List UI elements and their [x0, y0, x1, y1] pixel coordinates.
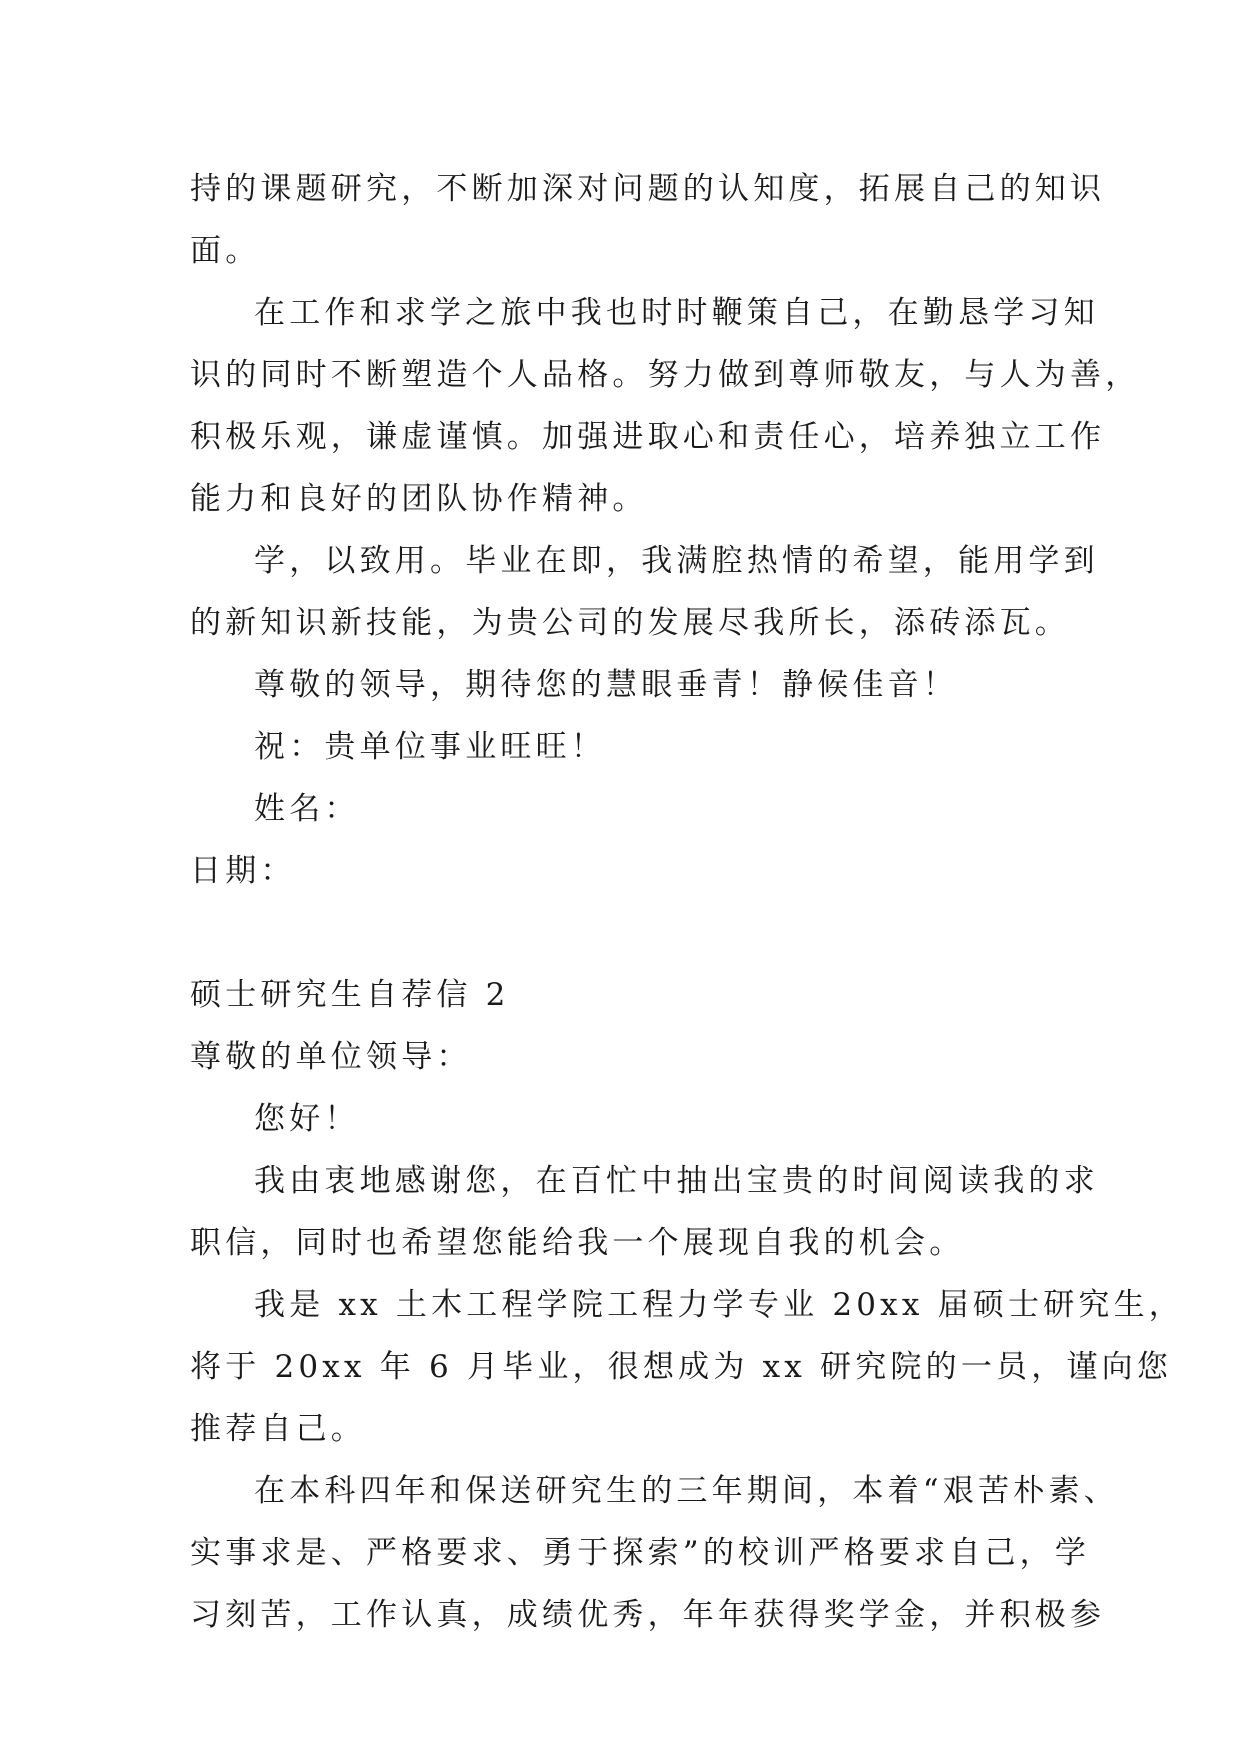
document-page [190, 158, 1184, 1646]
signature-name-label: 姓名： [254, 791, 360, 827]
text-line: 面。 [190, 233, 261, 269]
text-line: 职信，同时也希望您能给我一个展现自我的机会。 [190, 1225, 965, 1261]
text-line: 我是 xx 土木工程学院工程力学专业 20xx 届硕士研究生， [254, 1287, 1184, 1323]
text-line: 的新知识新技能，为贵公司的发展尽我所长，添砖添瓦。 [190, 605, 1070, 641]
text-line: 学，以致用。毕业在即，我满腔热情的希望，能用学到 [254, 543, 1099, 579]
text-line: 将于 20xx 年 6 月毕业，很想成为 xx 研究院的一员，谨向您 [190, 1349, 1173, 1385]
salutation: 尊敬的单位领导： [190, 1039, 472, 1075]
text-line: 实事求是、严格要求、勇于探索”的校训严格要求自己，学 [190, 1535, 1091, 1571]
text-line: 能力和良好的团队协作精神。 [190, 481, 648, 517]
text-line: 在本科四年和保送研究生的三年期间，本着“艰苦朴素、 [254, 1473, 1119, 1509]
text-line: 在工作和求学之旅中我也时时鞭策自己，在勤恳学习知 [254, 295, 1099, 331]
text-line: 祝：贵单位事业旺旺！ [254, 729, 606, 765]
text-line: 持的课题研究，不断加深对问题的认知度，拓展自己的知识 [190, 171, 1106, 207]
text-line: 识的同时不断塑造个人品格。努力做到尊师敬友，与人为善， [190, 357, 1141, 393]
section-title: 硕士研究生自荐信 2 [190, 977, 510, 1013]
text-line: 积极乐观，谦虚谨慎。加强进取心和责任心，培养独立工作 [190, 419, 1106, 455]
text-line: 习刻苦，工作认真，成绩优秀，年年获得奖学金，并积极参 [190, 1597, 1106, 1633]
greeting: 您好！ [254, 1101, 360, 1137]
text-line: 尊敬的领导，期待您的慧眼垂青！静候佳音！ [254, 667, 958, 703]
text-line: 推荐自己。 [190, 1411, 366, 1447]
signature-date-label: 日期： [190, 853, 296, 889]
text-line: 我由衷地感谢您，在百忙中抽出宝贵的时间阅读我的求 [254, 1163, 1099, 1199]
section-spacer [190, 902, 1060, 964]
